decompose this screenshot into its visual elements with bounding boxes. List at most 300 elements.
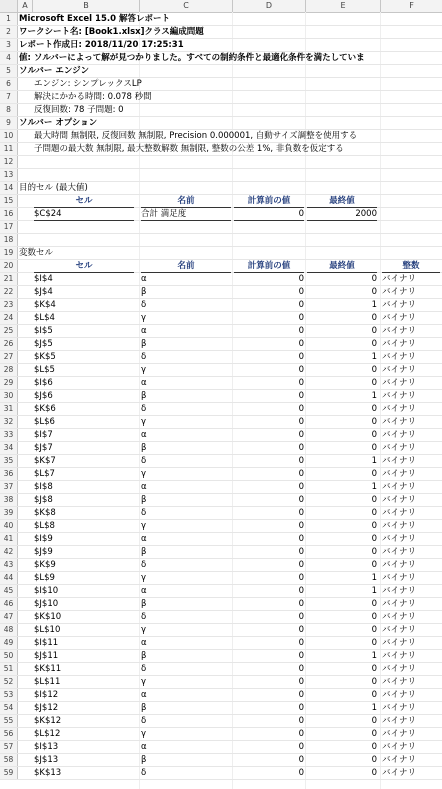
var-cell[interactable]: $K$5 <box>34 352 56 362</box>
var-orig[interactable]: 0 <box>298 430 304 440</box>
var-final[interactable]: 0 <box>371 326 377 336</box>
objective-orig[interactable]: 0 <box>234 208 304 221</box>
var-orig[interactable]: 0 <box>298 365 304 375</box>
sheet-row[interactable] <box>0 351 442 364</box>
sheet-row[interactable] <box>0 546 442 559</box>
row-number[interactable]: 55 <box>0 715 18 727</box>
var-integer[interactable]: バイナリ <box>382 625 417 635</box>
sheet-row[interactable] <box>0 728 442 741</box>
var-final[interactable]: 0 <box>371 677 377 687</box>
row-number[interactable]: 33 <box>0 429 18 441</box>
sheet-row[interactable] <box>0 338 442 351</box>
row-number[interactable]: 6 <box>0 78 18 90</box>
sheet-row[interactable] <box>0 156 442 169</box>
var-cell[interactable]: $J$13 <box>34 755 59 765</box>
sheet-row[interactable] <box>0 273 442 286</box>
var-cell[interactable]: $J$8 <box>34 495 53 505</box>
var-integer[interactable]: バイナリ <box>382 482 417 492</box>
sheet-row[interactable] <box>0 91 442 104</box>
var-name[interactable]: δ <box>141 664 147 674</box>
engine-name[interactable]: エンジン: シンプレックスLP <box>34 79 142 89</box>
var-name[interactable]: γ <box>141 625 147 635</box>
sheet-row[interactable] <box>0 442 442 455</box>
var-name[interactable]: β <box>141 339 147 349</box>
var-cell[interactable]: $K$11 <box>34 664 62 674</box>
var-orig[interactable]: 0 <box>298 638 304 648</box>
variables-heading[interactable]: 変数セル <box>19 248 54 258</box>
var-orig[interactable]: 0 <box>298 573 304 583</box>
var-orig[interactable]: 0 <box>298 716 304 726</box>
var-integer[interactable]: バイナリ <box>382 508 417 518</box>
objective-heading[interactable]: 目的セル (最大値) <box>19 183 88 193</box>
sheet-row[interactable] <box>0 533 442 546</box>
sheet-row[interactable] <box>0 767 442 780</box>
var-final[interactable]: 0 <box>371 430 377 440</box>
var-final[interactable]: 0 <box>371 547 377 557</box>
var-cell[interactable]: $K$8 <box>34 508 56 518</box>
sheet-row[interactable] <box>0 637 442 650</box>
var-final[interactable]: 0 <box>371 768 377 778</box>
row-number[interactable]: 41 <box>0 533 18 545</box>
row-number[interactable]: 17 <box>0 221 18 233</box>
var-name[interactable]: α <box>141 430 147 440</box>
var-final[interactable]: 0 <box>371 339 377 349</box>
var-name[interactable]: δ <box>141 768 147 778</box>
sheet-row[interactable] <box>0 585 442 598</box>
row-number[interactable]: 7 <box>0 91 18 103</box>
engine-heading[interactable]: ソルバー エンジン <box>19 66 89 76</box>
iterations[interactable]: 反復回数: 78 子問題: 0 <box>34 105 124 115</box>
var-integer[interactable]: バイナリ <box>382 339 417 349</box>
row-number[interactable]: 39 <box>0 507 18 519</box>
var-cell[interactable]: $I$4 <box>34 274 53 284</box>
var-final[interactable]: 0 <box>371 313 377 323</box>
var-orig[interactable]: 0 <box>298 521 304 531</box>
var-name[interactable]: α <box>141 326 147 336</box>
sheet-row[interactable] <box>0 104 442 117</box>
var-final[interactable]: 1 <box>371 573 377 583</box>
var-final[interactable]: 0 <box>371 521 377 531</box>
row-number[interactable]: 36 <box>0 468 18 480</box>
var-integer[interactable]: バイナリ <box>382 378 417 388</box>
var-integer[interactable]: バイナリ <box>382 274 417 284</box>
var-cell[interactable]: $J$7 <box>34 443 53 453</box>
sheet-row[interactable] <box>0 468 442 481</box>
var-final[interactable]: 0 <box>371 716 377 726</box>
var-final[interactable]: 1 <box>371 300 377 310</box>
var-integer[interactable]: バイナリ <box>382 352 417 362</box>
var-name[interactable]: γ <box>141 313 147 323</box>
var-orig[interactable]: 0 <box>298 391 304 401</box>
var-orig[interactable]: 0 <box>298 690 304 700</box>
var-final-header[interactable]: 最終値 <box>307 260 377 273</box>
var-orig[interactable]: 0 <box>298 742 304 752</box>
row-number[interactable]: 32 <box>0 416 18 428</box>
var-orig[interactable]: 0 <box>298 625 304 635</box>
sheet-row[interactable] <box>0 715 442 728</box>
column-header-b[interactable]: B <box>33 0 140 12</box>
var-name[interactable]: δ <box>141 352 147 362</box>
row-number[interactable]: 5 <box>0 65 18 77</box>
var-name[interactable]: α <box>141 482 147 492</box>
row-number[interactable]: 40 <box>0 520 18 532</box>
var-cell-header[interactable]: セル <box>34 260 134 273</box>
var-name[interactable]: β <box>141 599 147 609</box>
sheet-row[interactable] <box>0 611 442 624</box>
var-orig[interactable]: 0 <box>298 313 304 323</box>
var-name[interactable]: γ <box>141 677 147 687</box>
var-orig[interactable]: 0 <box>298 664 304 674</box>
col-final-header[interactable]: 最終値 <box>307 195 377 208</box>
var-cell[interactable]: $L$6 <box>34 417 55 427</box>
row-number[interactable]: 16 <box>0 208 18 220</box>
worksheet-name[interactable]: ワークシート名: [Book1.xlsx]クラス編成問題 <box>19 27 204 37</box>
sheet-row[interactable] <box>0 247 442 260</box>
var-final[interactable]: 0 <box>371 560 377 570</box>
var-cell[interactable]: $L$10 <box>34 625 61 635</box>
var-name[interactable]: β <box>141 755 147 765</box>
row-number[interactable]: 29 <box>0 377 18 389</box>
var-cell[interactable]: $J$12 <box>34 703 59 713</box>
var-final[interactable]: 0 <box>371 378 377 388</box>
var-orig[interactable]: 0 <box>298 417 304 427</box>
sheet-row[interactable] <box>0 130 442 143</box>
var-cell[interactable]: $I$11 <box>34 638 59 648</box>
row-number[interactable]: 26 <box>0 338 18 350</box>
column-header-e[interactable]: E <box>306 0 381 12</box>
row-number[interactable]: 54 <box>0 702 18 714</box>
var-final[interactable]: 0 <box>371 534 377 544</box>
var-orig[interactable]: 0 <box>298 560 304 570</box>
row-number[interactable]: 2 <box>0 26 18 38</box>
var-name[interactable]: δ <box>141 404 147 414</box>
var-cell[interactable]: $I$12 <box>34 690 59 700</box>
var-cell[interactable]: $L$8 <box>34 521 55 531</box>
var-cell[interactable]: $L$7 <box>34 469 55 479</box>
var-name[interactable]: α <box>141 534 147 544</box>
row-number[interactable]: 24 <box>0 312 18 324</box>
var-integer[interactable]: バイナリ <box>382 664 417 674</box>
var-integer[interactable]: バイナリ <box>382 768 417 778</box>
sheet-row[interactable] <box>0 169 442 182</box>
solver-result[interactable]: 値: ソルバーによって解が見つかりました。すべての制約条件と最適化条件を満たしていま <box>19 53 365 63</box>
var-integer[interactable]: バイナリ <box>382 534 417 544</box>
column-header-f[interactable]: F <box>381 0 442 12</box>
sheet-row[interactable] <box>0 598 442 611</box>
var-integer[interactable]: バイナリ <box>382 742 417 752</box>
var-final[interactable]: 1 <box>371 703 377 713</box>
var-cell[interactable]: $J$4 <box>34 287 53 297</box>
var-integer[interactable]: バイナリ <box>382 690 417 700</box>
column-header-a[interactable]: A <box>18 0 33 12</box>
var-orig[interactable]: 0 <box>298 274 304 284</box>
var-orig[interactable]: 0 <box>298 768 304 778</box>
var-final[interactable]: 0 <box>371 742 377 752</box>
var-integer[interactable]: バイナリ <box>382 313 417 323</box>
row-number[interactable]: 46 <box>0 598 18 610</box>
row-number[interactable]: 13 <box>0 169 18 181</box>
var-final[interactable]: 0 <box>371 690 377 700</box>
var-integer[interactable]: バイナリ <box>382 677 417 687</box>
var-int-header[interactable]: 整数 <box>382 260 440 273</box>
var-name[interactable]: α <box>141 742 147 752</box>
var-cell[interactable]: $I$9 <box>34 534 53 544</box>
sheet-row[interactable] <box>0 403 442 416</box>
sheet-row[interactable] <box>0 234 442 247</box>
var-cell[interactable]: $K$7 <box>34 456 56 466</box>
var-name[interactable]: δ <box>141 716 147 726</box>
row-number[interactable]: 57 <box>0 741 18 753</box>
col-name-header[interactable]: 名前 <box>141 195 231 208</box>
var-name[interactable]: β <box>141 547 147 557</box>
col-orig-header[interactable]: 計算前の値 <box>234 195 304 208</box>
column-header-c[interactable]: C <box>140 0 233 12</box>
var-name[interactable]: δ <box>141 560 147 570</box>
row-number[interactable]: 23 <box>0 299 18 311</box>
var-cell[interactable]: $L$12 <box>34 729 61 739</box>
row-number[interactable]: 47 <box>0 611 18 623</box>
sheet-row[interactable] <box>0 13 442 26</box>
var-name[interactable]: δ <box>141 456 147 466</box>
var-integer[interactable]: バイナリ <box>382 404 417 414</box>
row-number[interactable]: 27 <box>0 351 18 363</box>
row-number[interactable]: 14 <box>0 182 18 194</box>
sheet-row[interactable] <box>0 507 442 520</box>
sheet-row[interactable] <box>0 754 442 767</box>
var-final[interactable]: 1 <box>371 651 377 661</box>
row-number[interactable]: 31 <box>0 403 18 415</box>
row-number[interactable]: 12 <box>0 156 18 168</box>
objective-final[interactable]: 2000 <box>307 208 377 221</box>
sheet-row[interactable] <box>0 429 442 442</box>
row-number[interactable]: 49 <box>0 637 18 649</box>
var-final[interactable]: 0 <box>371 287 377 297</box>
sheet-row[interactable] <box>0 520 442 533</box>
var-final[interactable]: 0 <box>371 274 377 284</box>
var-name[interactable]: δ <box>141 612 147 622</box>
var-integer[interactable]: バイナリ <box>382 300 417 310</box>
var-final[interactable]: 0 <box>371 417 377 427</box>
var-integer[interactable]: バイナリ <box>382 651 417 661</box>
row-number[interactable]: 28 <box>0 364 18 376</box>
row-number[interactable]: 50 <box>0 650 18 662</box>
var-orig[interactable]: 0 <box>298 651 304 661</box>
var-cell[interactable]: $L$9 <box>34 573 55 583</box>
var-cell[interactable]: $K$6 <box>34 404 56 414</box>
var-final[interactable]: 0 <box>371 664 377 674</box>
var-name[interactable]: γ <box>141 521 147 531</box>
var-final[interactable]: 0 <box>371 495 377 505</box>
row-number[interactable]: 1 <box>0 13 18 25</box>
var-integer[interactable]: バイナリ <box>382 521 417 531</box>
var-orig[interactable]: 0 <box>298 287 304 297</box>
var-integer[interactable]: バイナリ <box>382 469 417 479</box>
row-number[interactable]: 43 <box>0 559 18 571</box>
var-cell[interactable]: $J$11 <box>34 651 59 661</box>
row-number[interactable]: 9 <box>0 117 18 129</box>
row-number[interactable]: 53 <box>0 689 18 701</box>
var-integer[interactable]: バイナリ <box>382 326 417 336</box>
var-orig[interactable]: 0 <box>298 352 304 362</box>
var-integer[interactable]: バイナリ <box>382 443 417 453</box>
var-cell[interactable]: $K$12 <box>34 716 62 726</box>
var-orig[interactable]: 0 <box>298 703 304 713</box>
row-number[interactable]: 15 <box>0 195 18 207</box>
var-final[interactable]: 0 <box>371 365 377 375</box>
var-orig[interactable]: 0 <box>298 677 304 687</box>
var-integer[interactable]: バイナリ <box>382 573 417 583</box>
column-header-d[interactable]: D <box>233 0 306 12</box>
var-cell[interactable]: $I$13 <box>34 742 59 752</box>
var-integer[interactable]: バイナリ <box>382 456 417 466</box>
row-number[interactable]: 11 <box>0 143 18 155</box>
row-number[interactable]: 56 <box>0 728 18 740</box>
var-cell[interactable]: $J$5 <box>34 339 53 349</box>
row-number[interactable]: 22 <box>0 286 18 298</box>
var-orig[interactable]: 0 <box>298 339 304 349</box>
row-number[interactable]: 58 <box>0 754 18 766</box>
row-number[interactable]: 51 <box>0 663 18 675</box>
sheet-row[interactable] <box>0 117 442 130</box>
var-final[interactable]: 0 <box>371 443 377 453</box>
sheet-row[interactable] <box>0 494 442 507</box>
sheet-row[interactable] <box>0 650 442 663</box>
sheet-row[interactable] <box>0 221 442 234</box>
var-final[interactable]: 0 <box>371 469 377 479</box>
var-orig[interactable]: 0 <box>298 534 304 544</box>
var-cell[interactable]: $I$5 <box>34 326 53 336</box>
var-integer[interactable]: バイナリ <box>382 586 417 596</box>
var-name[interactable]: α <box>141 638 147 648</box>
sheet-row[interactable] <box>0 312 442 325</box>
var-name[interactable]: α <box>141 274 147 284</box>
var-integer[interactable]: バイナリ <box>382 703 417 713</box>
sheet-row[interactable] <box>0 559 442 572</box>
var-cell[interactable]: $K$13 <box>34 768 62 778</box>
row-number[interactable]: 45 <box>0 585 18 597</box>
var-orig[interactable]: 0 <box>298 456 304 466</box>
select-all-corner[interactable] <box>0 0 18 12</box>
sheet-row[interactable] <box>0 572 442 585</box>
sheet-row[interactable] <box>0 78 442 91</box>
row-number[interactable]: 4 <box>0 52 18 64</box>
var-cell[interactable]: $L$4 <box>34 313 55 323</box>
row-number[interactable]: 8 <box>0 104 18 116</box>
sheet-row[interactable] <box>0 676 442 689</box>
var-final[interactable]: 1 <box>371 352 377 362</box>
report-title[interactable]: Microsoft Excel 15.0 解答レポート <box>19 14 170 24</box>
var-cell[interactable]: $I$10 <box>34 586 59 596</box>
row-number[interactable]: 3 <box>0 39 18 51</box>
sheet-row[interactable] <box>0 182 442 195</box>
var-orig[interactable]: 0 <box>298 482 304 492</box>
report-created[interactable]: レポート作成日: 2018/11/20 17:25:31 <box>19 40 184 50</box>
var-name[interactable]: α <box>141 690 147 700</box>
var-integer[interactable]: バイナリ <box>382 599 417 609</box>
var-integer[interactable]: バイナリ <box>382 417 417 427</box>
var-orig[interactable]: 0 <box>298 469 304 479</box>
sheet-row[interactable] <box>0 416 442 429</box>
row-number[interactable]: 52 <box>0 676 18 688</box>
row-number[interactable]: 34 <box>0 442 18 454</box>
var-final[interactable]: 0 <box>371 612 377 622</box>
row-number[interactable]: 59 <box>0 767 18 779</box>
var-orig[interactable]: 0 <box>298 755 304 765</box>
var-orig[interactable]: 0 <box>298 508 304 518</box>
var-integer[interactable]: バイナリ <box>382 638 417 648</box>
row-number[interactable]: 10 <box>0 130 18 142</box>
var-final[interactable]: 1 <box>371 456 377 466</box>
sheet-row[interactable] <box>0 481 442 494</box>
sheet-row[interactable] <box>0 325 442 338</box>
sheet-row[interactable] <box>0 455 442 468</box>
var-cell[interactable]: $I$6 <box>34 378 53 388</box>
var-name[interactable]: β <box>141 287 147 297</box>
var-integer[interactable]: バイナリ <box>382 391 417 401</box>
var-integer[interactable]: バイナリ <box>382 287 417 297</box>
row-number[interactable]: 48 <box>0 624 18 636</box>
sheet-row[interactable] <box>0 39 442 52</box>
sheet-row[interactable] <box>0 702 442 715</box>
var-final[interactable]: 0 <box>371 404 377 414</box>
row-number[interactable]: 25 <box>0 325 18 337</box>
var-name-header[interactable]: 名前 <box>141 260 231 273</box>
var-final[interactable]: 0 <box>371 625 377 635</box>
var-cell[interactable]: $K$9 <box>34 560 56 570</box>
options-line-2[interactable]: 子問題の最大数 無制限, 最大整数解数 無制限, 整数の公差 1%, 非負数を仮定する <box>34 144 344 154</box>
var-final[interactable]: 1 <box>371 391 377 401</box>
var-final[interactable]: 0 <box>371 638 377 648</box>
sheet-row[interactable] <box>0 286 442 299</box>
options-line-1[interactable]: 最大時間 無制限, 反復回数 無制限, Precision 0.000001, 自動サイズ調整を使用する <box>34 131 358 141</box>
row-number[interactable]: 38 <box>0 494 18 506</box>
sheet-row[interactable] <box>0 260 442 273</box>
var-integer[interactable]: バイナリ <box>382 430 417 440</box>
var-final[interactable]: 1 <box>371 586 377 596</box>
var-orig[interactable]: 0 <box>298 443 304 453</box>
row-number[interactable]: 19 <box>0 247 18 259</box>
var-name[interactable]: β <box>141 391 147 401</box>
objective-cell[interactable]: $C$24 <box>34 208 134 221</box>
sheet-row[interactable] <box>0 208 442 221</box>
var-integer[interactable]: バイナリ <box>382 365 417 375</box>
var-orig[interactable]: 0 <box>298 547 304 557</box>
var-name[interactable]: β <box>141 651 147 661</box>
var-name[interactable]: δ <box>141 508 147 518</box>
var-orig[interactable]: 0 <box>298 404 304 414</box>
var-cell[interactable]: $J$9 <box>34 547 53 557</box>
var-cell[interactable]: $I$8 <box>34 482 53 492</box>
sheet-row[interactable] <box>0 390 442 403</box>
sheet-row[interactable] <box>0 377 442 390</box>
var-name[interactable]: α <box>141 378 147 388</box>
row-number[interactable]: 44 <box>0 572 18 584</box>
var-orig[interactable]: 0 <box>298 495 304 505</box>
var-integer[interactable]: バイナリ <box>382 716 417 726</box>
var-name[interactable]: γ <box>141 469 147 479</box>
sheet-row[interactable] <box>0 26 442 39</box>
var-cell[interactable]: $I$7 <box>34 430 53 440</box>
row-number[interactable]: 42 <box>0 546 18 558</box>
sheet-row[interactable] <box>0 52 442 65</box>
row-number[interactable]: 21 <box>0 273 18 285</box>
var-final[interactable]: 0 <box>371 508 377 518</box>
var-orig[interactable]: 0 <box>298 586 304 596</box>
var-final[interactable]: 1 <box>371 482 377 492</box>
sheet-row[interactable] <box>0 364 442 377</box>
var-name[interactable]: β <box>141 703 147 713</box>
col-cell-header[interactable]: セル <box>34 195 134 208</box>
